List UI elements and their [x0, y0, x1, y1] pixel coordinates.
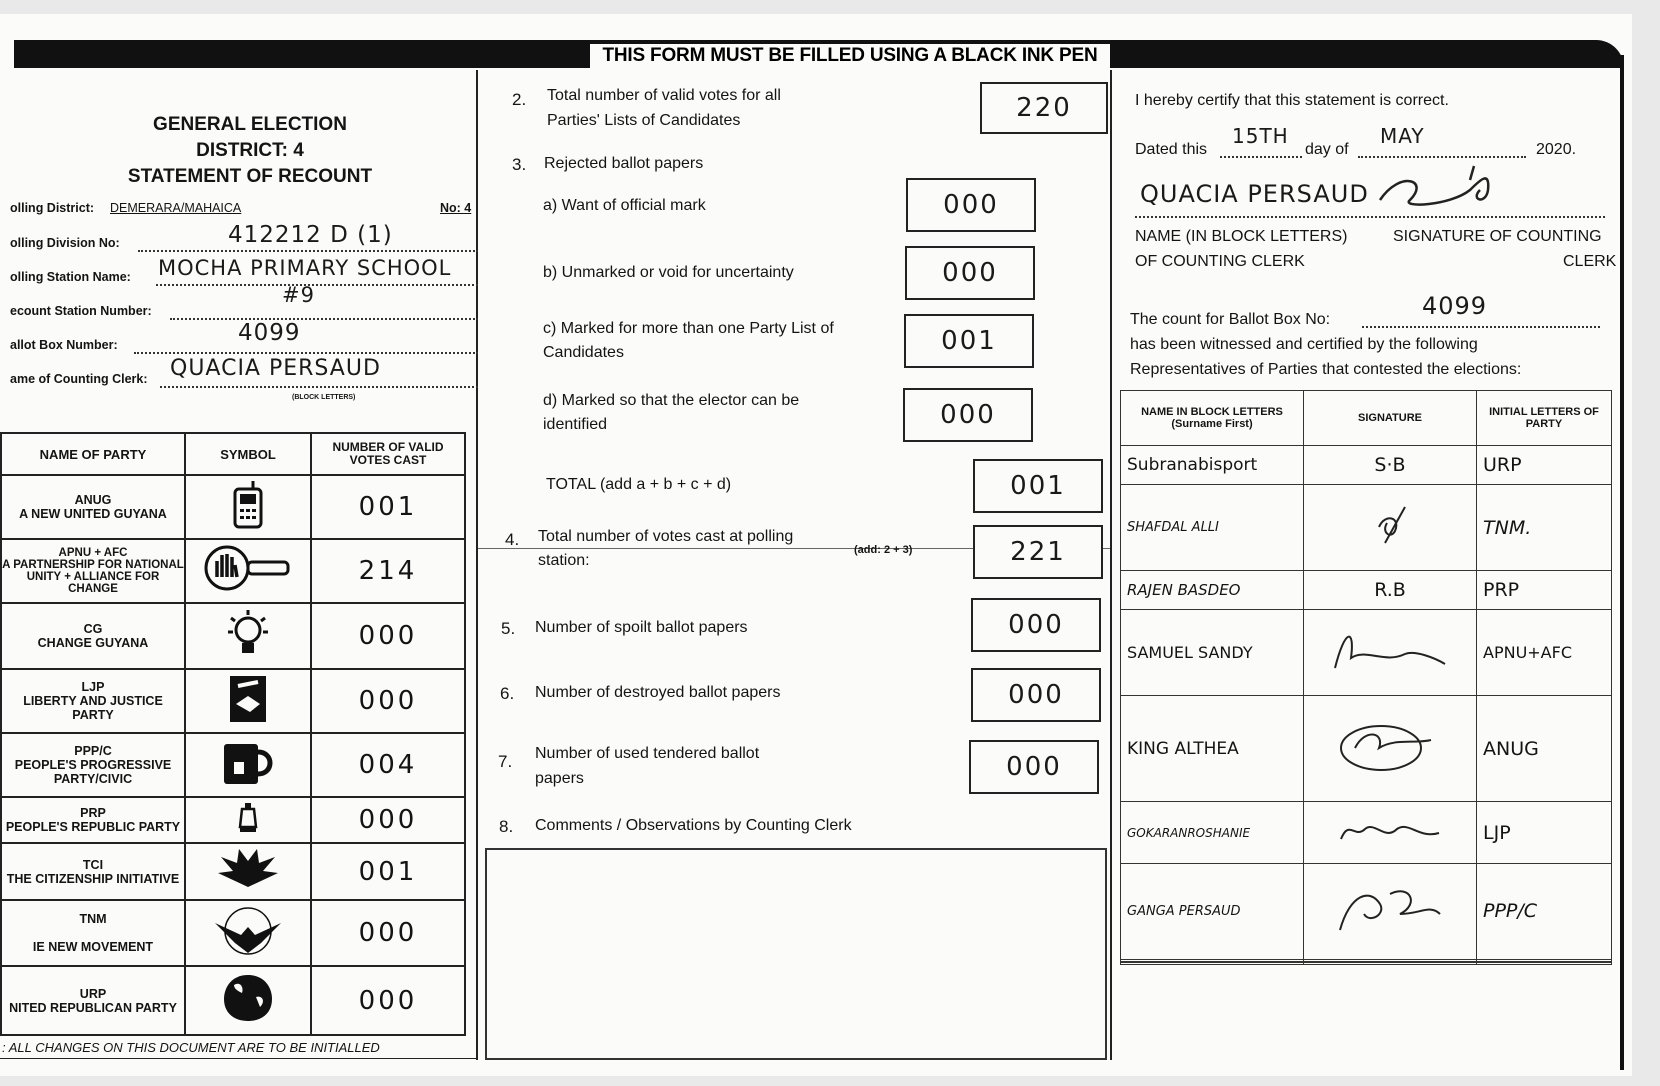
party-abbr: PPP/C	[74, 744, 112, 759]
clerk-name-label: ame of Counting Clerk:	[10, 372, 148, 386]
rep-row	[1121, 446, 1612, 485]
symbol-cell	[185, 539, 311, 603]
q7-number: 7.	[498, 752, 513, 771]
signature-mark	[1365, 503, 1415, 547]
symbol-cell	[185, 603, 311, 669]
party-name-cell	[1, 900, 185, 966]
rep-name: Subranabisport	[1121, 446, 1304, 485]
party-fullname: A NEW UNITED GUYANA	[19, 506, 167, 521]
q3d-label-1: d) Marked so that the elector can be	[543, 392, 800, 409]
q7-label-2: papers	[535, 770, 584, 787]
rep-party: PPP/C	[1477, 863, 1612, 959]
party-abbr: LJP	[81, 680, 105, 695]
party-fullname: PEOPLE'S PROGRESSIVE PARTY/CIVIC	[14, 758, 172, 787]
title-district: DISTRICT: 4	[196, 140, 304, 161]
total-label: TOTAL (add a + b + c + d)	[546, 476, 732, 493]
party-abbr: ANUG	[74, 492, 112, 507]
q6-value-box: 000	[971, 668, 1101, 722]
q3d-label-2: identified	[543, 416, 608, 433]
q4-add-note: (add: 2 + 3)	[854, 544, 913, 556]
rep-party	[1477, 963, 1612, 965]
day-of-label: day of	[1305, 141, 1349, 158]
q2-label-1: Total number of valid votes for all	[547, 87, 781, 104]
q3c-value-box: 001	[904, 314, 1034, 368]
party-row-pppc	[1, 733, 465, 797]
symbol-cell	[185, 843, 311, 900]
party-name-cell	[1, 475, 185, 539]
q3d-value-box: 000	[903, 388, 1033, 442]
party-row-urp	[1, 966, 465, 1035]
q3c-label-2: Candidates	[543, 344, 624, 361]
count-box-line	[1362, 326, 1600, 328]
q2-value-box: 220	[980, 82, 1108, 134]
rep-party: LJP	[1477, 802, 1612, 864]
dated-day-line	[1220, 156, 1302, 158]
ballot-box-line	[134, 352, 478, 354]
flower-icon	[213, 847, 283, 891]
party-votes: 000	[311, 797, 465, 843]
polling-division-value: 412212 D (1)	[228, 222, 393, 248]
party-votes: 001	[311, 475, 465, 539]
q4-label-2: station:	[538, 552, 590, 569]
rep-signature	[1304, 485, 1477, 571]
q6-label: Number of destroyed ballot papers	[535, 684, 781, 701]
rep-name: GANGA PERSAUD	[1121, 863, 1304, 959]
clerk-name-value: QUACIA PERSAUD	[170, 356, 381, 381]
handshake-icon	[228, 674, 268, 724]
block-letters-note: (BLOCK LETTERS)	[292, 394, 356, 401]
q8-number: 8.	[499, 817, 514, 836]
party-table-header	[1, 433, 465, 475]
name-block-label-2: OF COUNTING CLERK	[1135, 253, 1305, 270]
witness-line-1: has been witnessed and certified by the following	[1130, 336, 1478, 353]
rep-party: PRP	[1477, 571, 1612, 610]
ballot-box-label: allot Box Number:	[10, 338, 118, 352]
divider-right	[1110, 70, 1112, 1060]
recount-station-label: ecount Station Number:	[10, 304, 152, 318]
header-party-name: NAME OF PARTY	[1, 433, 185, 475]
symbol-cell	[185, 900, 311, 966]
q5-number: 5.	[501, 619, 516, 638]
rep-signature: S·B	[1304, 446, 1477, 485]
lamp-icon	[236, 801, 260, 835]
ballot-box-value: 4099	[238, 320, 301, 346]
party-row-tnm	[1, 900, 465, 966]
party-row-apnu-afc	[1, 539, 465, 603]
signature-mark	[1335, 815, 1445, 845]
party-fullname: NITED REPUBLICAN PARTY	[9, 1000, 177, 1015]
dated-day-value: 15TH	[1232, 124, 1289, 148]
rep-name: KING ALTHEA	[1121, 696, 1304, 802]
party-name-cell	[1, 539, 185, 603]
name-block-label-1: NAME (IN BLOCK LETTERS)	[1135, 228, 1348, 245]
party-name-cell	[1, 797, 185, 843]
representatives-table	[1120, 390, 1612, 965]
party-row-tci	[1, 843, 465, 900]
party-abbr: TNM	[79, 912, 107, 927]
rep-party: ANUG	[1477, 696, 1612, 802]
q3c-label-1: c) Marked for more than one Party List of	[543, 320, 834, 337]
party-abbr: URP	[79, 986, 107, 1001]
title-statement: STATEMENT OF RECOUNT	[127, 166, 373, 187]
party-abbr: PRP	[80, 806, 106, 821]
party-votes: 004	[311, 733, 465, 797]
footer-line	[0, 1058, 476, 1059]
q3b-label: b) Unmarked or void for uncertainty	[543, 264, 794, 281]
recount-station-line	[170, 318, 478, 320]
symbol-cell	[185, 669, 311, 733]
rep-signature	[1304, 802, 1477, 864]
symbol-cell	[185, 797, 311, 843]
party-votes: 214	[311, 539, 465, 603]
rep-party: APNU+AFC	[1477, 610, 1612, 696]
symbol-cell	[185, 733, 311, 797]
header-rep-name: NAME IN BLOCK LETTERS (Surname First)	[1121, 391, 1304, 446]
rep-name: SHAFDAL ALLI	[1121, 485, 1304, 571]
q4-value-box: 221	[973, 525, 1103, 579]
polling-division-label: olling Division No:	[10, 236, 120, 250]
header-rep-party: INITIAL LETTERS OF PARTY	[1477, 391, 1612, 446]
rep-row	[1121, 571, 1612, 610]
total-value-box: 001	[973, 459, 1103, 513]
clerk-name-line	[160, 386, 478, 388]
polling-station-value: MOCHA PRIMARY SCHOOL	[158, 256, 452, 280]
polling-district-no: No: 4	[440, 201, 472, 215]
dated-label: Dated this	[1135, 141, 1208, 158]
party-row-prp	[1, 797, 465, 843]
q3a-label: a) Want of official mark	[543, 197, 706, 214]
signature-mark	[1335, 718, 1445, 774]
rep-name: SAMUEL SANDY	[1121, 610, 1304, 696]
header-rep-signature: SIGNATURE	[1304, 391, 1477, 446]
rep-party: URP	[1477, 446, 1612, 485]
q7-value-box: 000	[969, 740, 1099, 794]
dated-year: 2020.	[1536, 141, 1577, 158]
polling-station-label: olling Station Name:	[10, 270, 131, 284]
polling-division-line	[138, 250, 478, 252]
bull-icon	[220, 971, 276, 1025]
party-name-cell	[1, 733, 185, 797]
party-fullname: THE CITIZENSHIP INITIATIVE	[6, 871, 180, 886]
q3a-value-box: 000	[906, 178, 1036, 232]
count-label: The count for Ballot Box No:	[1130, 311, 1331, 328]
q2-number: 2.	[512, 90, 527, 109]
signature-mark	[1325, 628, 1455, 672]
party-votes-table	[0, 432, 466, 1036]
party-fullname: PEOPLE'S REPUBLIC PARTY	[5, 820, 181, 835]
witness-line-2: Representatives of Parties that contested the elections:	[1130, 361, 1522, 378]
sig-label-2: CLERK	[1563, 253, 1617, 270]
polling-district-value: DEMERARA/MAHAICA	[110, 201, 242, 215]
party-fullname: A PARTNERSHIP FOR NATIONAL UNITY + ALLIANCE FOR CHANGE	[2, 558, 184, 595]
party-row-cg	[1, 603, 465, 669]
party-votes: 001	[311, 843, 465, 900]
party-fullname: CHANGE GUYANA	[37, 636, 149, 650]
hand-key-icon	[203, 543, 293, 593]
q5-value-box: 000	[971, 598, 1101, 652]
rep-row	[1121, 696, 1612, 802]
clerk-signature	[1370, 160, 1510, 220]
count-box-value: 4099	[1422, 292, 1488, 320]
phone-icon	[233, 479, 263, 529]
party-abbr: CG	[83, 622, 103, 636]
signature-mark	[1330, 884, 1450, 934]
rep-table-header	[1121, 391, 1612, 446]
right-border	[1620, 55, 1624, 1070]
title-general-election: GENERAL ELECTION	[153, 114, 347, 135]
banner-text: THIS FORM MUST BE FILLED USING A BLACK INK PEN	[590, 44, 1110, 68]
lightbulb-icon	[226, 608, 270, 660]
certify-statement: I hereby certify that this statement is correct.	[1135, 92, 1449, 109]
q4-label-1: Total number of votes cast at polling	[538, 528, 794, 545]
party-fullname: LIBERTY AND JUSTICE PARTY	[23, 694, 163, 723]
polling-station-value-2: #9	[282, 283, 315, 307]
rep-row	[1121, 485, 1612, 571]
rep-signature	[1304, 610, 1477, 696]
rep-name	[1121, 963, 1304, 965]
dated-month-line	[1358, 156, 1526, 158]
q7-label-1: Number of used tendered ballot	[535, 745, 760, 762]
rep-name: RAJEN BASDEO	[1121, 571, 1304, 610]
rep-row	[1121, 963, 1612, 965]
header-votes: NUMBER OF VALID VOTES CAST	[311, 433, 465, 475]
clerk-signature-line	[1135, 216, 1605, 218]
polling-district-label: olling District:	[10, 201, 95, 215]
rep-signature	[1304, 696, 1477, 802]
sig-label-1: SIGNATURE OF COUNTING	[1393, 228, 1602, 245]
rep-signature: R.B	[1304, 571, 1477, 610]
cup-icon	[220, 738, 276, 788]
divider-left	[476, 70, 478, 1060]
eagle-icon	[213, 905, 283, 957]
party-abbr: APNU + AFC	[58, 546, 128, 559]
rep-signature	[1304, 963, 1477, 965]
party-votes: 000	[311, 900, 465, 966]
party-votes: 000	[311, 603, 465, 669]
q2-label-2: Parties' Lists of Candidates	[547, 112, 741, 129]
comments-box	[485, 848, 1107, 1060]
q3-number: 3.	[512, 155, 527, 174]
party-fullname: IE NEW MOVEMENT	[32, 940, 154, 955]
rep-row	[1121, 802, 1612, 864]
party-name-cell	[1, 669, 185, 733]
rep-name: GOKARANROSHANIE	[1121, 802, 1304, 864]
party-abbr: TCI	[82, 857, 104, 872]
q5-label: Number of spoilt ballot papers	[535, 619, 748, 636]
q6-number: 6.	[500, 684, 515, 703]
q4-number: 4.	[505, 530, 520, 549]
party-row-anug	[1, 475, 465, 539]
footer-note: : ALL CHANGES ON THIS DOCUMENT ARE TO BE INITIALLED	[2, 1040, 380, 1055]
q3b-value-box: 000	[905, 246, 1035, 300]
rep-row	[1121, 863, 1612, 959]
polling-station-line	[156, 284, 478, 286]
rep-party: TNM.	[1477, 485, 1612, 571]
header-symbol: SYMBOL	[185, 433, 311, 475]
party-row-ljp	[1, 669, 465, 733]
clerk-name-block: QUACIA PERSAUD	[1140, 180, 1369, 208]
q3-label: Rejected ballot papers	[544, 155, 704, 172]
symbol-cell	[185, 966, 311, 1035]
rep-row	[1121, 610, 1612, 696]
rep-signature	[1304, 863, 1477, 959]
dated-month-value: MAY	[1380, 124, 1425, 148]
party-name-cell	[1, 843, 185, 900]
party-name-cell	[1, 603, 185, 669]
party-name-cell	[1, 966, 185, 1035]
q8-label: Comments / Observations by Counting Clerk	[535, 817, 852, 834]
party-votes: 000	[311, 966, 465, 1035]
party-votes: 000	[311, 669, 465, 733]
symbol-cell	[185, 475, 311, 539]
